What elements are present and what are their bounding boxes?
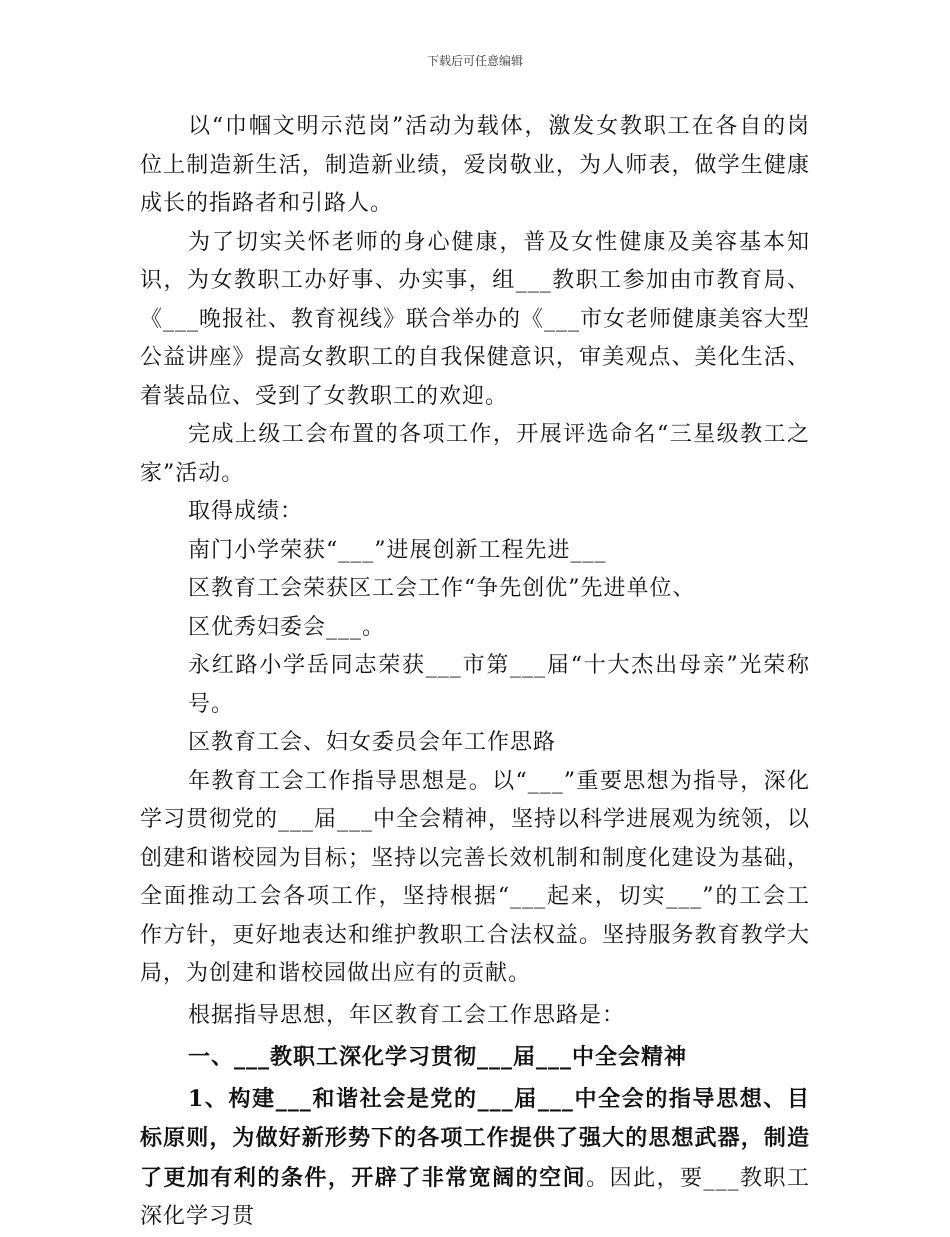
paragraph-guiding-thought: 年教育工会工作指导思想是。以“___”重要思想为指导，深化学习贯彻党的___届___中全会精神，坚持以科学进展观为统领，以创建和谐校园为目标；坚持以完善长效机制和制度化建设为基础，全面推动工会各项工作，坚持根据“___起来，切实___”的工会工作方针，更好地表达和维护教职工合法权益。坚持服务教育教学大局，为创建和谐校园做出应有的贡献。 [140, 768, 811, 986]
paragraph-last [140, 1080, 810, 1237]
last-paragraph-normal: 。因此，要___教职工深化学习贯 [140, 1165, 810, 1229]
page-header-note: 下载后可任意编辑 [426, 54, 523, 68]
achievement-item-1: 南门小学荣获“___”进展创新工程先进___ [188, 537, 607, 563]
paragraph-1: 以“巾帼文明示范岗”活动为载体，激发女教职工在各自的岗位上制造新生活，制造新业绩，爱岗敬业，为人师表，做学生健康成长的指路者和引路人。 [140, 114, 810, 216]
paragraph-2: 为了切实关怀老师的身心健康，普及女性健康及美容基本知识，为女教职工办好事、办实事，组___教职工参加由市教育局、《___晚报社、教育视线》联合举办的《___市女老师健康美容大型公益讲座》提高女教职工的自我保健意识，审美观点、美化生活、着装品位、受到了女教职工的欢迎。 [140, 229, 811, 409]
heading-one: 一、___教职工深化学习贯彻___届___中全会精神 [188, 1044, 688, 1070]
achievements-heading: 取得成绩： [188, 499, 304, 524]
achievement-item-3: 区优秀妇委会___。 [188, 614, 386, 640]
achievement-item-4: 永红路小学岳同志荣获___市第___届“十大杰出母亲”光荣称号。 [188, 653, 810, 717]
document-body [140, 108, 810, 1237]
last-paragraph-bold: 1、构建___和谐社会是党的___届___中全会的指导思想、目标原则，为做好新形势下的各项工作提供了强大的思想武器，制造了更加有利的条件，开辟了非常宽阔的空间 [140, 1085, 810, 1191]
paragraph-3: 完成上级工会布置的各项工作，开展评选命名“三星级教工之家”活动。 [140, 422, 810, 486]
achievement-item-2: 区教育工会荣获区工会工作“争先创优”先进单位、 [188, 576, 696, 601]
paragraph-approach: 根据指导思想，年区教育工会工作思路是： [188, 1002, 626, 1028]
section-title: 区教育工会、妇女委员会年工作思路 [188, 730, 557, 755]
